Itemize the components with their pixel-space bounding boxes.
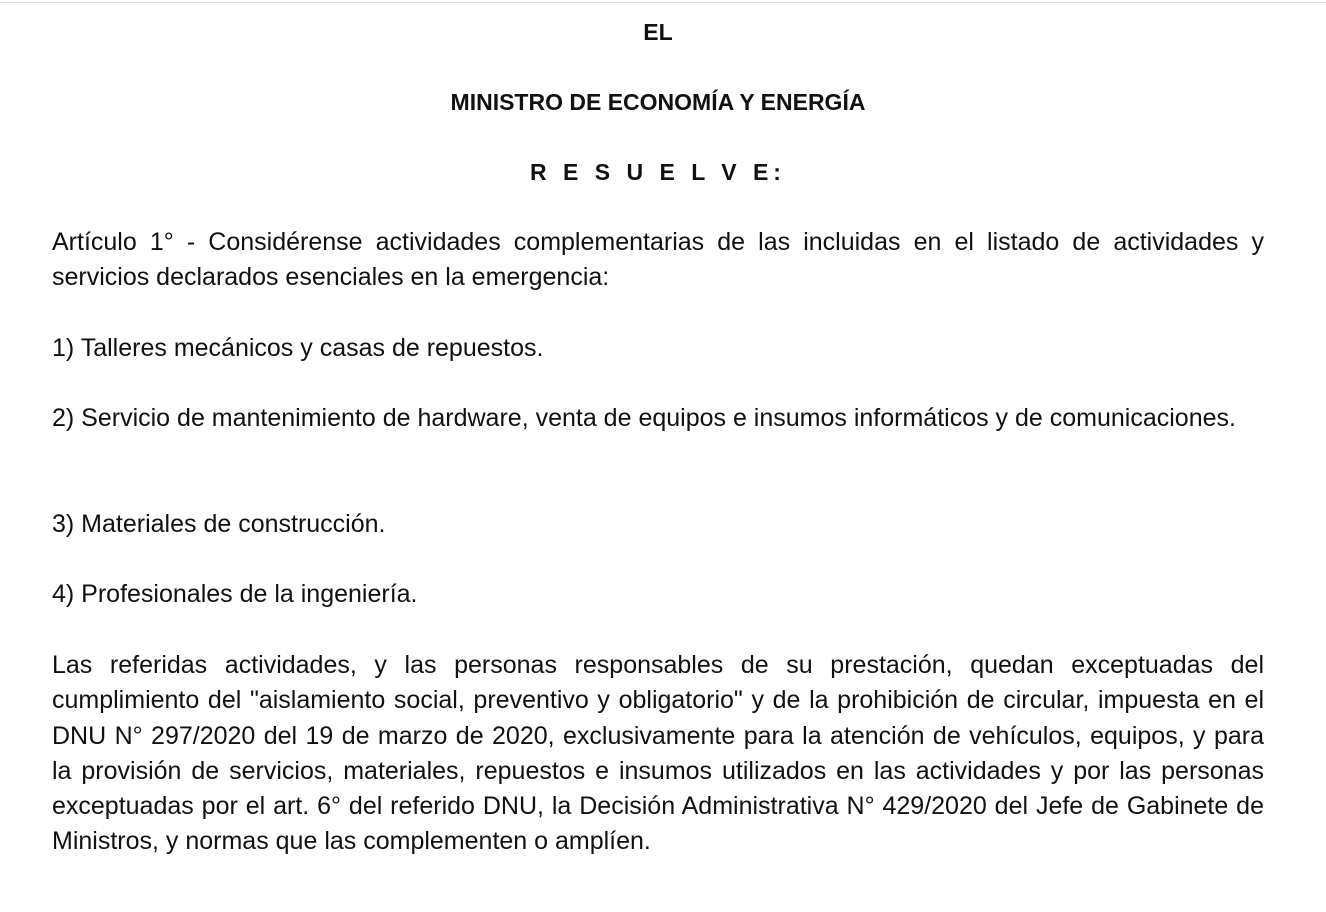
- heading-resuelve: R E S U E L V E:: [530, 159, 786, 185]
- list-item: 2) Servicio de mantenimiento de hardware, venta de equipos e insumos informáticos y de comunicaciones.: [52, 404, 1236, 432]
- closing-paragraph: Las referidas actividades, y las personas responsables de su prestación, quedan exceptuadas del cumplimiento del "aislamiento social, preventivo y obligatorio" y de la prohibición de circular, impuesta en el DNU N° 297/2020 del 19 de marzo de 2020, exclusivamente para la atención de vehículos, equipos, y para la provisión de servicios, materiales, repuestos e insumos utilizados en las actividades y por las personas exceptuadas por el art. 6° del referido DNU, la Decisión Administrativa N° 429/2020 del Jefe de Gabinete de Ministros, y normas que las complementen o amplíen.: [52, 651, 1264, 856]
- heading-el: EL: [643, 19, 673, 45]
- list-item: 4) Profesionales de la ingeniería.: [52, 580, 418, 608]
- top-border-line: [0, 2, 1326, 3]
- list-item: 3) Materiales de construcción.: [52, 510, 386, 538]
- heading-ministro: MINISTRO DE ECONOMÍA Y ENERGÍA: [450, 89, 866, 115]
- articulo-1-paragraph: Artículo 1° - Considérense actividades complementarias de las incluidas en el listado de actividades y servicios declarados esenciales en la emergencia:: [52, 228, 1264, 292]
- list-item: 1) Talleres mecánicos y casas de repuestos.: [52, 334, 544, 362]
